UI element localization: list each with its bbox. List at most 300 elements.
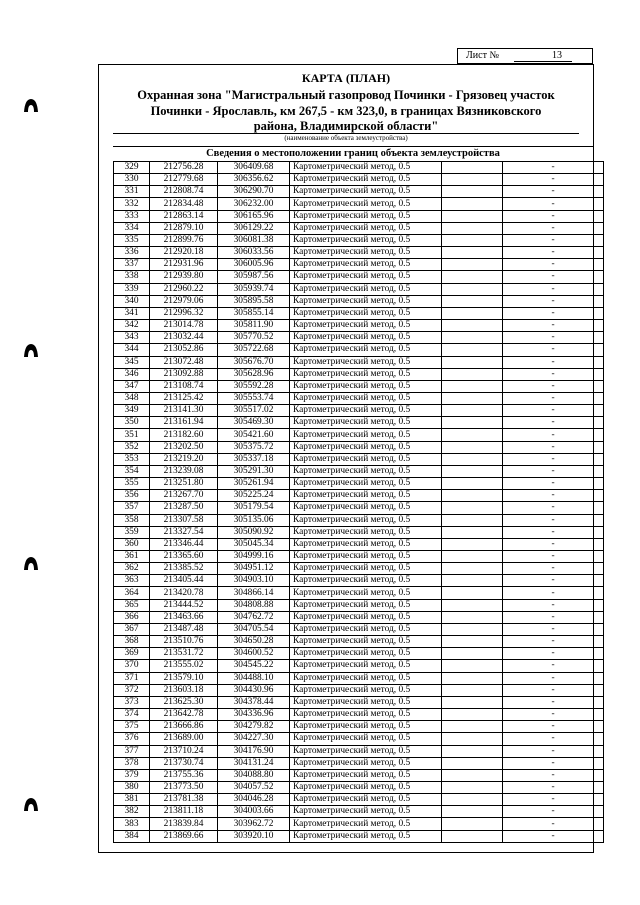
empty-cell (442, 307, 503, 319)
dash-cell: - (503, 344, 604, 356)
empty-cell (442, 198, 503, 210)
y-coordinate-cell: 304430.96 (218, 684, 290, 696)
x-coordinate-cell: 212960.22 (150, 283, 218, 295)
y-coordinate-cell: 305811.90 (218, 320, 290, 332)
point-number-cell: 381 (114, 794, 150, 806)
table-row (114, 769, 604, 781)
table-row (114, 198, 604, 210)
x-coordinate-cell: 213781.38 (150, 794, 218, 806)
empty-cell (442, 259, 503, 271)
table-row (114, 575, 604, 587)
y-coordinate-cell: 304951.12 (218, 563, 290, 575)
point-number-cell: 364 (114, 587, 150, 599)
point-number-cell: 358 (114, 514, 150, 526)
table-row (114, 478, 604, 490)
table-row (114, 405, 604, 417)
method-cell: Картометрический метод, 0.5 (290, 234, 442, 246)
y-coordinate-cell: 304903.10 (218, 575, 290, 587)
x-coordinate-cell: 213307.58 (150, 514, 218, 526)
point-number-cell: 377 (114, 745, 150, 757)
y-coordinate-cell: 305592.28 (218, 380, 290, 392)
y-coordinate-cell: 304650.28 (218, 636, 290, 648)
method-cell: Картометрический метод, 0.5 (290, 441, 442, 453)
x-coordinate-cell: 212920.18 (150, 247, 218, 259)
y-coordinate-cell: 303920.10 (218, 830, 290, 842)
method-cell: Картометрический метод, 0.5 (290, 210, 442, 222)
x-coordinate-cell: 213579.10 (150, 672, 218, 684)
y-coordinate-cell: 305895.58 (218, 295, 290, 307)
method-cell: Картометрический метод, 0.5 (290, 538, 442, 550)
empty-cell (442, 611, 503, 623)
table-row (114, 794, 604, 806)
dash-cell: - (503, 599, 604, 611)
x-coordinate-cell: 213385.52 (150, 563, 218, 575)
dash-cell: - (503, 186, 604, 198)
empty-cell (442, 623, 503, 635)
empty-cell (442, 806, 503, 818)
method-cell: Картометрический метод, 0.5 (290, 575, 442, 587)
empty-cell (442, 417, 503, 429)
point-number-cell: 376 (114, 733, 150, 745)
empty-cell (442, 234, 503, 246)
dash-cell: - (503, 769, 604, 781)
y-coordinate-cell: 305469.30 (218, 417, 290, 429)
x-coordinate-cell: 212979.06 (150, 295, 218, 307)
point-number-cell: 345 (114, 356, 150, 368)
point-number-cell: 380 (114, 781, 150, 793)
point-number-cell: 369 (114, 648, 150, 660)
y-coordinate-cell: 304131.24 (218, 757, 290, 769)
empty-cell (442, 684, 503, 696)
x-coordinate-cell: 213125.42 (150, 392, 218, 404)
x-coordinate-cell: 212834.48 (150, 198, 218, 210)
y-coordinate-cell: 304336.96 (218, 709, 290, 721)
empty-cell (442, 320, 503, 332)
dash-cell: - (503, 271, 604, 283)
x-coordinate-cell: 213014.78 (150, 320, 218, 332)
x-coordinate-cell: 213811.18 (150, 806, 218, 818)
dash-cell: - (503, 162, 604, 174)
sheet-number: 13 (552, 50, 562, 61)
table-row (114, 648, 604, 660)
y-coordinate-cell: 305261.94 (218, 478, 290, 490)
empty-cell (442, 587, 503, 599)
point-number-cell: 355 (114, 478, 150, 490)
empty-cell (442, 648, 503, 660)
table-row (114, 696, 604, 708)
table-row (114, 259, 604, 271)
point-number-cell: 370 (114, 660, 150, 672)
method-cell: Картометрический метод, 0.5 (290, 271, 442, 283)
sheet-number-underline (514, 61, 572, 62)
dash-cell: - (503, 575, 604, 587)
point-number-cell: 342 (114, 320, 150, 332)
x-coordinate-cell: 213365.60 (150, 551, 218, 563)
x-coordinate-cell: 213463.66 (150, 611, 218, 623)
dash-cell: - (503, 745, 604, 757)
dash-cell: - (503, 368, 604, 380)
table-row (114, 818, 604, 830)
dash-cell: - (503, 174, 604, 186)
method-cell: Картометрический метод, 0.5 (290, 599, 442, 611)
empty-cell (442, 210, 503, 222)
point-number-cell: 339 (114, 283, 150, 295)
empty-cell (442, 575, 503, 587)
x-coordinate-cell: 213625.30 (150, 696, 218, 708)
point-number-cell: 371 (114, 672, 150, 684)
method-cell: Картометрический метод, 0.5 (290, 623, 442, 635)
table-row (114, 502, 604, 514)
method-cell: Картометрический метод, 0.5 (290, 453, 442, 465)
point-number-cell: 360 (114, 538, 150, 550)
y-coordinate-cell: 305045.34 (218, 538, 290, 550)
table-row (114, 392, 604, 404)
empty-cell (442, 478, 503, 490)
dash-cell: - (503, 709, 604, 721)
empty-cell (442, 514, 503, 526)
x-coordinate-cell: 212931.96 (150, 259, 218, 271)
dash-cell: - (503, 210, 604, 222)
table-row (114, 611, 604, 623)
dash-cell: - (503, 320, 604, 332)
empty-cell (442, 344, 503, 356)
method-cell: Картометрический метод, 0.5 (290, 818, 442, 830)
point-number-cell: 354 (114, 465, 150, 477)
y-coordinate-cell: 304488.10 (218, 672, 290, 684)
y-coordinate-cell: 305291.30 (218, 465, 290, 477)
empty-cell (442, 781, 503, 793)
table-row (114, 429, 604, 441)
point-number-cell: 372 (114, 684, 150, 696)
method-cell: Картометрический метод, 0.5 (290, 757, 442, 769)
punch-hole-mark (22, 342, 40, 358)
dash-cell: - (503, 514, 604, 526)
point-number-cell: 357 (114, 502, 150, 514)
x-coordinate-cell: 213755.36 (150, 769, 218, 781)
point-number-cell: 340 (114, 295, 150, 307)
point-number-cell: 359 (114, 526, 150, 538)
x-coordinate-cell: 213689.00 (150, 733, 218, 745)
point-number-cell: 353 (114, 453, 150, 465)
dash-cell: - (503, 429, 604, 441)
x-coordinate-cell: 213182.60 (150, 429, 218, 441)
point-number-cell: 349 (114, 405, 150, 417)
y-coordinate-cell: 304866.14 (218, 587, 290, 599)
table-row (114, 709, 604, 721)
empty-cell (442, 563, 503, 575)
y-coordinate-cell: 305090.92 (218, 526, 290, 538)
empty-cell (442, 599, 503, 611)
method-cell: Картометрический метод, 0.5 (290, 696, 442, 708)
table-row (114, 453, 604, 465)
punch-hole-mark (22, 796, 40, 812)
point-number-cell: 383 (114, 818, 150, 830)
y-coordinate-cell: 305225.24 (218, 490, 290, 502)
table-row (114, 356, 604, 368)
object-name: Охранная зона "Магистральный газопровод Починки - Грязовец участок Починки - Ярославль, км 267,5 - км 323,0, в границах Вязниковского района, Владимирской области" (137, 88, 555, 133)
dash-cell: - (503, 392, 604, 404)
y-coordinate-cell: 306165.96 (218, 210, 290, 222)
method-cell: Картометрический метод, 0.5 (290, 490, 442, 502)
method-cell: Картометрический метод, 0.5 (290, 502, 442, 514)
point-number-cell: 348 (114, 392, 150, 404)
table-row (114, 174, 604, 186)
x-coordinate-cell: 212779.68 (150, 174, 218, 186)
x-coordinate-cell: 212899.76 (150, 234, 218, 246)
point-number-cell: 375 (114, 721, 150, 733)
method-cell: Картометрический метод, 0.5 (290, 721, 442, 733)
point-number-cell: 335 (114, 234, 150, 246)
dash-cell: - (503, 259, 604, 271)
method-cell: Картометрический метод, 0.5 (290, 295, 442, 307)
method-cell: Картометрический метод, 0.5 (290, 405, 442, 417)
empty-cell (442, 745, 503, 757)
y-coordinate-cell: 304057.52 (218, 781, 290, 793)
y-coordinate-cell: 305939.74 (218, 283, 290, 295)
x-coordinate-cell: 213444.52 (150, 599, 218, 611)
y-coordinate-cell: 304227.30 (218, 733, 290, 745)
dash-cell: - (503, 222, 604, 234)
point-number-cell: 382 (114, 806, 150, 818)
method-cell: Картометрический метод, 0.5 (290, 465, 442, 477)
point-number-cell: 373 (114, 696, 150, 708)
y-coordinate-cell: 306356.62 (218, 174, 290, 186)
empty-cell (442, 222, 503, 234)
method-cell: Картометрический метод, 0.5 (290, 551, 442, 563)
y-coordinate-cell: 304378.44 (218, 696, 290, 708)
table-row (114, 672, 604, 684)
dash-cell: - (503, 332, 604, 344)
table-row (114, 830, 604, 842)
table-row (114, 721, 604, 733)
point-number-cell: 331 (114, 186, 150, 198)
empty-cell (442, 162, 503, 174)
table-row (114, 599, 604, 611)
method-cell: Картометрический метод, 0.5 (290, 769, 442, 781)
x-coordinate-cell: 213405.44 (150, 575, 218, 587)
point-number-cell: 384 (114, 830, 150, 842)
dash-cell: - (503, 234, 604, 246)
x-coordinate-cell: 212879.10 (150, 222, 218, 234)
x-coordinate-cell: 213161.94 (150, 417, 218, 429)
method-cell: Картометрический метод, 0.5 (290, 806, 442, 818)
method-cell: Картометрический метод, 0.5 (290, 781, 442, 793)
dash-cell: - (503, 502, 604, 514)
empty-cell (442, 721, 503, 733)
empty-cell (442, 551, 503, 563)
y-coordinate-cell: 304003.66 (218, 806, 290, 818)
point-number-cell: 374 (114, 709, 150, 721)
table-row (114, 623, 604, 635)
method-cell: Картометрический метод, 0.5 (290, 745, 442, 757)
table-row (114, 271, 604, 283)
table-row (114, 526, 604, 538)
dash-cell: - (503, 660, 604, 672)
empty-cell (442, 368, 503, 380)
method-cell: Картометрический метод, 0.5 (290, 283, 442, 295)
method-cell: Картометрический метод, 0.5 (290, 611, 442, 623)
table-row (114, 247, 604, 259)
method-cell: Картометрический метод, 0.5 (290, 392, 442, 404)
x-coordinate-cell: 213510.76 (150, 636, 218, 648)
y-coordinate-cell: 304808.88 (218, 599, 290, 611)
table-row (114, 745, 604, 757)
x-coordinate-cell: 213251.80 (150, 478, 218, 490)
dash-cell: - (503, 538, 604, 550)
empty-cell (442, 794, 503, 806)
method-cell: Картометрический метод, 0.5 (290, 307, 442, 319)
table-row (114, 307, 604, 319)
y-coordinate-cell: 306232.00 (218, 198, 290, 210)
y-coordinate-cell: 306081.38 (218, 234, 290, 246)
document-title: КАРТА (ПЛАН) (301, 71, 391, 85)
method-cell: Картометрический метод, 0.5 (290, 247, 442, 259)
method-cell: Картометрический метод, 0.5 (290, 186, 442, 198)
y-coordinate-cell: 303962.72 (218, 818, 290, 830)
dash-cell: - (503, 247, 604, 259)
y-coordinate-cell: 306033.56 (218, 247, 290, 259)
method-cell: Картометрический метод, 0.5 (290, 660, 442, 672)
y-coordinate-cell: 306290.70 (218, 186, 290, 198)
x-coordinate-cell: 212996.32 (150, 307, 218, 319)
y-coordinate-cell: 305375.72 (218, 441, 290, 453)
empty-cell (442, 174, 503, 186)
document-frame (98, 64, 594, 853)
y-coordinate-cell: 304999.16 (218, 551, 290, 563)
y-coordinate-cell: 305135.06 (218, 514, 290, 526)
x-coordinate-cell: 213730.74 (150, 757, 218, 769)
y-coordinate-cell: 304088.80 (218, 769, 290, 781)
table-row (114, 781, 604, 793)
dash-cell: - (503, 417, 604, 429)
table-row (114, 538, 604, 550)
y-coordinate-cell: 305770.52 (218, 332, 290, 344)
empty-cell (442, 818, 503, 830)
table-row (114, 417, 604, 429)
empty-cell (442, 733, 503, 745)
point-number-cell: 334 (114, 222, 150, 234)
point-number-cell: 346 (114, 368, 150, 380)
method-cell: Картометрический метод, 0.5 (290, 526, 442, 538)
dash-cell: - (503, 684, 604, 696)
x-coordinate-cell: 213219.20 (150, 453, 218, 465)
empty-cell (442, 538, 503, 550)
method-cell: Картометрический метод, 0.5 (290, 794, 442, 806)
x-coordinate-cell: 213072.48 (150, 356, 218, 368)
dash-cell: - (503, 733, 604, 745)
empty-cell (442, 757, 503, 769)
empty-cell (442, 830, 503, 842)
empty-cell (442, 465, 503, 477)
dash-cell: - (503, 806, 604, 818)
table-row (114, 234, 604, 246)
point-number-cell: 361 (114, 551, 150, 563)
empty-cell (442, 660, 503, 672)
point-number-cell: 341 (114, 307, 150, 319)
method-cell: Картометрический метод, 0.5 (290, 259, 442, 271)
dash-cell: - (503, 356, 604, 368)
method-cell: Картометрический метод, 0.5 (290, 478, 442, 490)
x-coordinate-cell: 213346.44 (150, 538, 218, 550)
table-row (114, 465, 604, 477)
dash-cell: - (503, 465, 604, 477)
dash-cell: - (503, 295, 604, 307)
method-cell: Картометрический метод, 0.5 (290, 162, 442, 174)
empty-cell (442, 429, 503, 441)
x-coordinate-cell: 212863.14 (150, 210, 218, 222)
method-cell: Картометрический метод, 0.5 (290, 368, 442, 380)
coordinates-table (113, 161, 604, 843)
point-number-cell: 365 (114, 599, 150, 611)
y-coordinate-cell: 305179.54 (218, 502, 290, 514)
table-row (114, 441, 604, 453)
empty-cell (442, 271, 503, 283)
x-coordinate-cell: 213092.88 (150, 368, 218, 380)
empty-cell (442, 709, 503, 721)
x-coordinate-cell: 213327.54 (150, 526, 218, 538)
x-coordinate-cell: 213666.86 (150, 721, 218, 733)
table-row (114, 295, 604, 307)
method-cell: Картометрический метод, 0.5 (290, 684, 442, 696)
y-coordinate-cell: 304762.72 (218, 611, 290, 623)
point-number-cell: 343 (114, 332, 150, 344)
table-row (114, 490, 604, 502)
dash-cell: - (503, 307, 604, 319)
empty-cell (442, 672, 503, 684)
table-row (114, 733, 604, 745)
y-coordinate-cell: 305676.70 (218, 356, 290, 368)
dash-cell: - (503, 405, 604, 417)
x-coordinate-cell: 213052.86 (150, 344, 218, 356)
table-row (114, 757, 604, 769)
method-cell: Картометрический метод, 0.5 (290, 174, 442, 186)
dash-cell: - (503, 672, 604, 684)
table-row (114, 551, 604, 563)
point-number-cell: 352 (114, 441, 150, 453)
x-coordinate-cell: 213869.66 (150, 830, 218, 842)
dash-cell: - (503, 490, 604, 502)
method-cell: Картометрический метод, 0.5 (290, 830, 442, 842)
empty-cell (442, 502, 503, 514)
table-row (114, 636, 604, 648)
table-row (114, 186, 604, 198)
x-coordinate-cell: 212808.74 (150, 186, 218, 198)
dash-cell: - (503, 636, 604, 648)
x-coordinate-cell: 213642.78 (150, 709, 218, 721)
table-row (114, 210, 604, 222)
y-coordinate-cell: 305553.74 (218, 392, 290, 404)
dash-cell: - (503, 818, 604, 830)
x-coordinate-cell: 213141.30 (150, 405, 218, 417)
y-coordinate-cell: 306409.68 (218, 162, 290, 174)
point-number-cell: 367 (114, 623, 150, 635)
y-coordinate-cell: 304046.28 (218, 794, 290, 806)
empty-cell (442, 283, 503, 295)
punch-hole-mark (22, 97, 40, 113)
method-cell: Картометрический метод, 0.5 (290, 733, 442, 745)
dash-cell: - (503, 380, 604, 392)
point-number-cell: 338 (114, 271, 150, 283)
empty-cell (442, 332, 503, 344)
table-row (114, 344, 604, 356)
point-number-cell: 378 (114, 757, 150, 769)
x-coordinate-cell: 213839.84 (150, 818, 218, 830)
dash-cell: - (503, 757, 604, 769)
dash-cell: - (503, 781, 604, 793)
point-number-cell: 347 (114, 380, 150, 392)
x-coordinate-cell: 213239.08 (150, 465, 218, 477)
y-coordinate-cell: 305628.96 (218, 368, 290, 380)
